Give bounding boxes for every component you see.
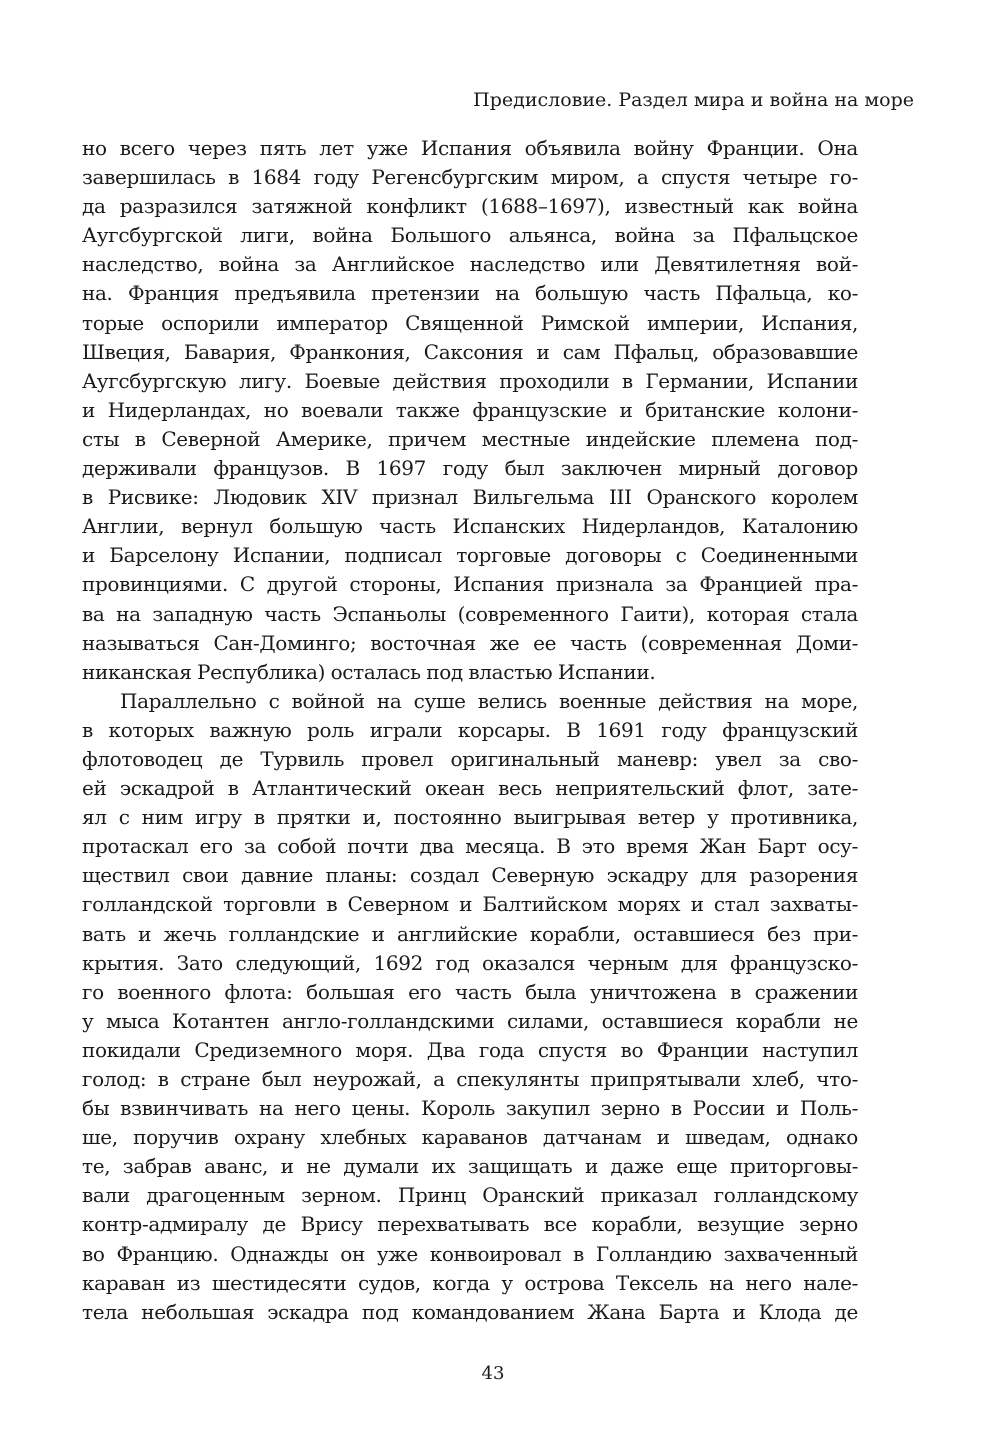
text-line: но всего через пять лет уже Испания объявила войну Франции. Она	[82, 136, 858, 160]
text-line: наследство, война за Английское наследство или Девятилетняя вой-	[82, 252, 858, 277]
text-line: называться Сан-Доминго; восточная же ее часть (современная Доми-	[82, 630, 858, 655]
text-line: ял с ним игру в прятки и, постоянно выигрывая ветер у противника,	[82, 805, 858, 830]
text-line: контр-адмиралу де Врису перехватывать все корабли, везущие зерно	[82, 1212, 858, 1237]
text-line: ва на западную часть Эспаньолы (современного Гаити), которая стала	[82, 601, 858, 626]
text-line: во Францию. Однажды он уже конвоировал в Голландию захваченный	[82, 1241, 858, 1266]
text-line: ше, поручив охрану хлебных караванов датчанам и шведам, однако	[82, 1125, 858, 1150]
text-line: да разразился затяжной конфликт (1688–1697), известный как война	[82, 194, 858, 219]
text-line: го военного флота: большая его часть была уничтожена в сражении	[82, 979, 858, 1004]
text-line: торые оспорили император Священной Римской империи, Испания,	[82, 310, 858, 335]
text-line: те, забрав аванс, и не думали их защищать и даже еще приторговы-	[82, 1154, 858, 1179]
text-line: Параллельно с войной на суше велись военные действия на море,	[120, 688, 858, 713]
body-text	[82, 134, 858, 1327]
text-line: никанская Республика) осталась под властью Испании.	[82, 659, 656, 684]
text-line: у мыса Котантен англо-голландскими силами, оставшиеся корабли не	[82, 1008, 858, 1033]
text-line: бы взвинчивать на него цены. Король закупил зерно в России и Поль-	[82, 1096, 858, 1121]
text-line: флотоводец де Турвиль провел оригинальный маневр: увел за сво-	[82, 746, 858, 771]
text-line: держивали французов. В 1697 году был заключен мирный договор	[82, 456, 858, 481]
page-number: 43	[481, 1363, 505, 1384]
paragraph-1	[82, 134, 858, 687]
text-line: голод: в стране был неурожай, а спекулянты припрятывали хлеб, что-	[82, 1067, 858, 1091]
running-head: Предисловие. Раздел мира и война на море	[473, 89, 914, 111]
text-line: ей эскадрой в Атлантический океан весь неприятельский флот, зате-	[82, 776, 858, 801]
text-line: и Барселону Испании, подписал торговые договоры с Соединенными	[82, 543, 858, 568]
text-line: провинциями. С другой стороны, Испания признала за Францией пра-	[82, 572, 858, 597]
text-line: завершилась в 1684 году Регенсбургским миром, а спустя четыре го-	[82, 165, 858, 190]
text-line: караван из шестидесяти судов, когда у острова Тексель на него нале-	[82, 1270, 858, 1295]
text-line: Англии, вернул большую часть Испанских Нидерландов, Каталонию	[82, 514, 858, 539]
text-line: крытия. Зато следующий, 1692 год оказался черным для французско-	[82, 950, 858, 975]
paragraph-2	[82, 687, 858, 1327]
text-line: и Нидерландах, но воевали также французские и британские колони-	[82, 397, 858, 422]
text-line: вали драгоценным зерном. Принц Оранский приказал голландскому	[82, 1183, 858, 1208]
text-line: на. Франция предъявила претензии на большую часть Пфальца, ко-	[82, 281, 858, 306]
text-line: вать и жечь голландские и английские корабли, оставшиеся без при-	[82, 921, 858, 946]
text-line: протаскал его за собой почти два месяца. В это время Жан Барт осу-	[82, 834, 858, 859]
text-line: Аугсбургской лиги, война Большого альянса, война за Пфальцское	[82, 223, 858, 248]
text-line: покидали Средиземного моря. Два года спустя во Франции наступил	[82, 1037, 858, 1062]
text-line: тела небольшая эскадра под командованием Жана Барта и Клода де	[82, 1299, 858, 1324]
text-line: голландской торговли в Северном и Балтийском морях и стал захваты-	[82, 892, 858, 917]
text-line: в Рисвике: Людовик XIV признал Вильгельма III Оранского королем	[82, 485, 858, 510]
text-line: Аугсбургскую лигу. Боевые действия проходили в Германии, Испании	[82, 368, 858, 393]
text-line: Швеция, Бавария, Франкония, Саксония и сам Пфальц, образовавшие	[82, 339, 858, 364]
text-line: ществил свои давние планы: создал Северную эскадру для разорения	[82, 863, 858, 888]
text-line: сты в Северной Америке, причем местные индейские племена под-	[82, 426, 858, 451]
text-line: в которых важную роль играли корсары. В 1691 году французский	[82, 717, 858, 742]
